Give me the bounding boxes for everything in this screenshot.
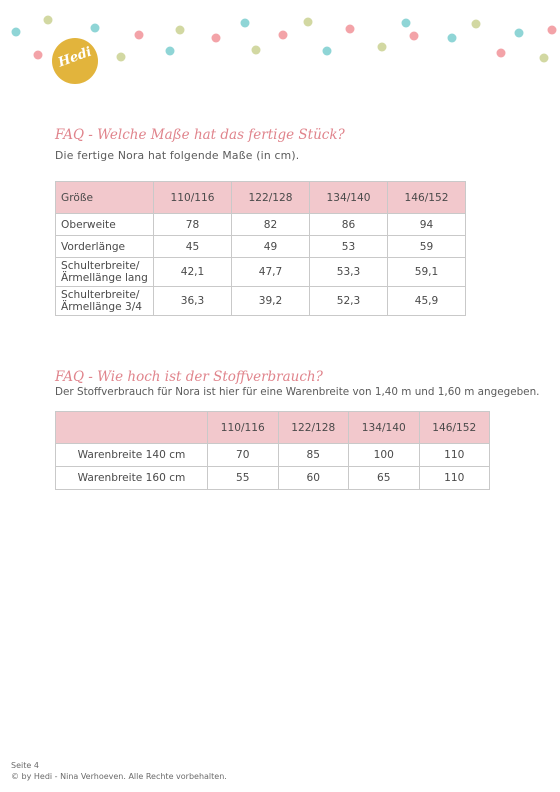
column-header: 122/128 <box>232 182 310 214</box>
intro-measurements: Die fertige Nora hat folgende Maße (in cm). <box>55 149 300 162</box>
table-cell: 100 <box>349 444 420 467</box>
table-cell: 45,9 <box>388 287 466 316</box>
column-header: 122/128 <box>278 412 349 444</box>
table-row <box>56 258 466 287</box>
table-cell: 78 <box>154 214 232 236</box>
column-header: 110/116 <box>154 182 232 214</box>
table-cell: 110 <box>419 444 490 467</box>
column-header: 146/152 <box>419 412 490 444</box>
table-cell: 82 <box>232 214 310 236</box>
table-row <box>56 444 490 467</box>
row-label: Vorderlänge <box>56 236 154 258</box>
column-header: 110/116 <box>208 412 279 444</box>
table-cell: 94 <box>388 214 466 236</box>
row-label: Warenbreite 160 cm <box>56 467 208 490</box>
table-cell: 86 <box>310 214 388 236</box>
row-label: Warenbreite 140 cm <box>56 444 208 467</box>
column-header <box>56 412 208 444</box>
table-cell: 39,2 <box>232 287 310 316</box>
row-label: Oberweite <box>56 214 154 236</box>
brand-logo <box>52 38 98 84</box>
row-label: Schulterbreite/ Ärmellänge 3/4 <box>56 287 154 316</box>
table-cell: 59 <box>388 236 466 258</box>
table-cell: 55 <box>208 467 279 490</box>
table-cell: 53 <box>310 236 388 258</box>
column-header: Größe <box>56 182 154 214</box>
table-cell: 60 <box>278 467 349 490</box>
measurements-table <box>55 181 466 316</box>
table-cell: 52,3 <box>310 287 388 316</box>
row-label: Schulterbreite/ Ärmellänge lang <box>56 258 154 287</box>
table-row <box>56 467 490 490</box>
table-cell: 110 <box>419 467 490 490</box>
table-cell: 70 <box>208 444 279 467</box>
table-cell: 45 <box>154 236 232 258</box>
intro-fabric: Der Stoffverbrauch für Nora ist hier für eine Warenbreite von 1,40 m und 1,60 m angegeben. <box>55 386 540 398</box>
copyright-notice: © by Hedi - Nina Verhoeven. Alle Rechte vorbehalten. <box>11 772 227 781</box>
table-cell: 65 <box>349 467 420 490</box>
page-number: Seite 4 <box>11 761 39 770</box>
table-row <box>56 287 466 316</box>
column-header: 134/140 <box>349 412 420 444</box>
table-cell: 42,1 <box>154 258 232 287</box>
table-cell: 36,3 <box>154 287 232 316</box>
logo-text: Hedi <box>56 44 94 71</box>
table-cell: 49 <box>232 236 310 258</box>
table-cell: 53,3 <box>310 258 388 287</box>
fabric-table <box>55 411 490 490</box>
table-cell: 59,1 <box>388 258 466 287</box>
column-header: 134/140 <box>310 182 388 214</box>
faq-heading-fabric: FAQ - Wie hoch ist der Stoffverbrauch? <box>55 369 323 385</box>
column-header: 146/152 <box>388 182 466 214</box>
table-cell: 47,7 <box>232 258 310 287</box>
table-header-row <box>56 182 466 214</box>
table-row <box>56 214 466 236</box>
faq-heading-measurements: FAQ - Welche Maße hat das fertige Stück? <box>55 127 345 143</box>
table-row <box>56 236 466 258</box>
table-cell: 85 <box>278 444 349 467</box>
table-header-row <box>56 412 490 444</box>
